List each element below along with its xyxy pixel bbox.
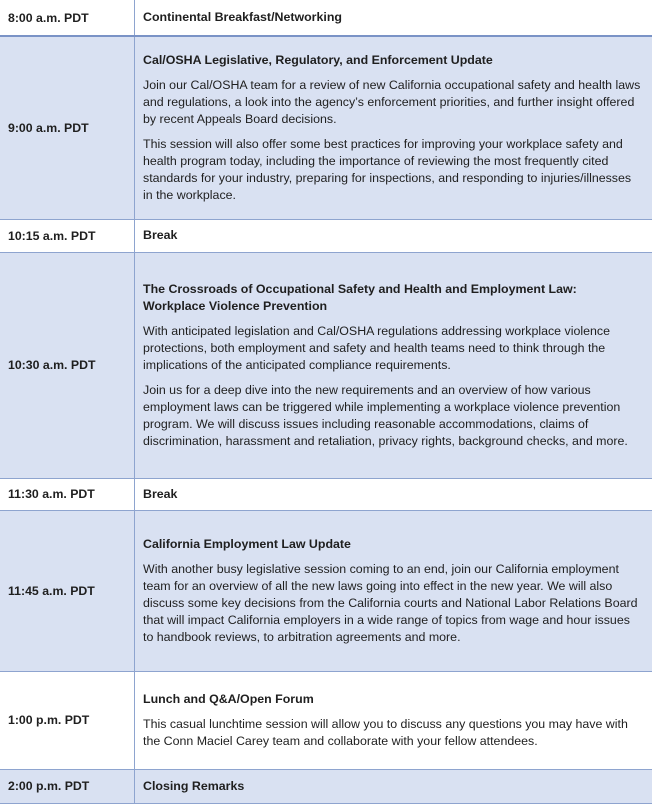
session-cell xyxy=(135,252,652,478)
session-cell xyxy=(135,478,652,510)
session-cell xyxy=(135,769,652,803)
session-cell xyxy=(135,671,652,769)
session-time: 10:30 a.m. PDT xyxy=(0,252,135,478)
session-time: 11:30 a.m. PDT xyxy=(0,478,135,510)
session-time: 8:00 a.m. PDT xyxy=(0,0,135,36)
session-cell xyxy=(135,219,652,252)
session-title: Lunch and Q&A/Open Forum xyxy=(143,691,314,706)
session-description: Join our Cal/OSHA team for a review of new California occupational safety and health laws and regulations, a look into the agency’s enforcement priorities, and further insight offered by recent Appeals Board decisions. xyxy=(143,77,641,126)
session-description: This casual lunchtime session will allow you to discuss any questions you may have with the Conn Maciel Carey team and collaborate with your fellow attendees. xyxy=(143,716,628,748)
session-description: With anticipated legislation and Cal/OSHA regulations addressing workplace violence protections, both employment and safety and health teams need to think through the implications of the anticipated compliance requirements. xyxy=(143,323,610,372)
agenda-row-lunch xyxy=(0,671,652,769)
session-description: Join us for a deep dive into the new requirements and an overview of how various employment laws can be triggered while implementing a workplace violence prevention program. We will discuss issues including reasonable accommodations, claims of discrimination, harassment and retaliation, privacy rights, background checks, and more. xyxy=(143,382,628,448)
agenda-row-calosha-update xyxy=(0,36,652,219)
session-cell xyxy=(135,510,652,671)
session-title: Continental Breakfast/Networking xyxy=(143,10,342,24)
session-description: This session will also offer some best practices for improving your workplace safety and health program today, including the importance of reviewing the most frequently cited standards for your industry, preparing for inspections, and responding to injuries/illnesses in the workplace. xyxy=(143,136,632,202)
session-time: 10:15 a.m. PDT xyxy=(0,219,135,252)
agenda-row-crossroads xyxy=(0,252,652,478)
session-cell xyxy=(135,36,652,219)
agenda-row-break-2 xyxy=(0,478,652,510)
session-title: Break xyxy=(143,228,178,242)
agenda-row-break-1 xyxy=(0,219,652,252)
session-time: 1:00 p.m. PDT xyxy=(0,671,135,769)
agenda-row-closing xyxy=(0,769,652,803)
session-time: 9:00 a.m. PDT xyxy=(0,36,135,219)
session-title: Closing Remarks xyxy=(143,778,245,793)
session-title: Cal/OSHA Legislative, Regulatory, and Enforcement Update xyxy=(143,52,493,67)
agenda-row-breakfast xyxy=(0,0,652,36)
session-title: The Crossroads of Occupational Safety and Health and Employment Law: Workplace Violence Prevention xyxy=(143,281,577,313)
session-description: With another busy legislative session coming to an end, join our California employment team for an overview of all the new laws going into effect in the new year. We will also discuss some key decisions from the California courts and National Labor Relations Board that will impact California employers in a wide range of topics from wage and hour issues to handbook reviews, to arbitration agreements and more. xyxy=(143,561,638,644)
session-title: Break xyxy=(143,486,178,501)
session-cell xyxy=(135,0,652,36)
session-time: 2:00 p.m. PDT xyxy=(0,769,135,803)
session-title: California Employment Law Update xyxy=(143,536,351,551)
agenda-row-employment-law xyxy=(0,510,652,671)
session-time: 11:45 a.m. PDT xyxy=(0,510,135,671)
